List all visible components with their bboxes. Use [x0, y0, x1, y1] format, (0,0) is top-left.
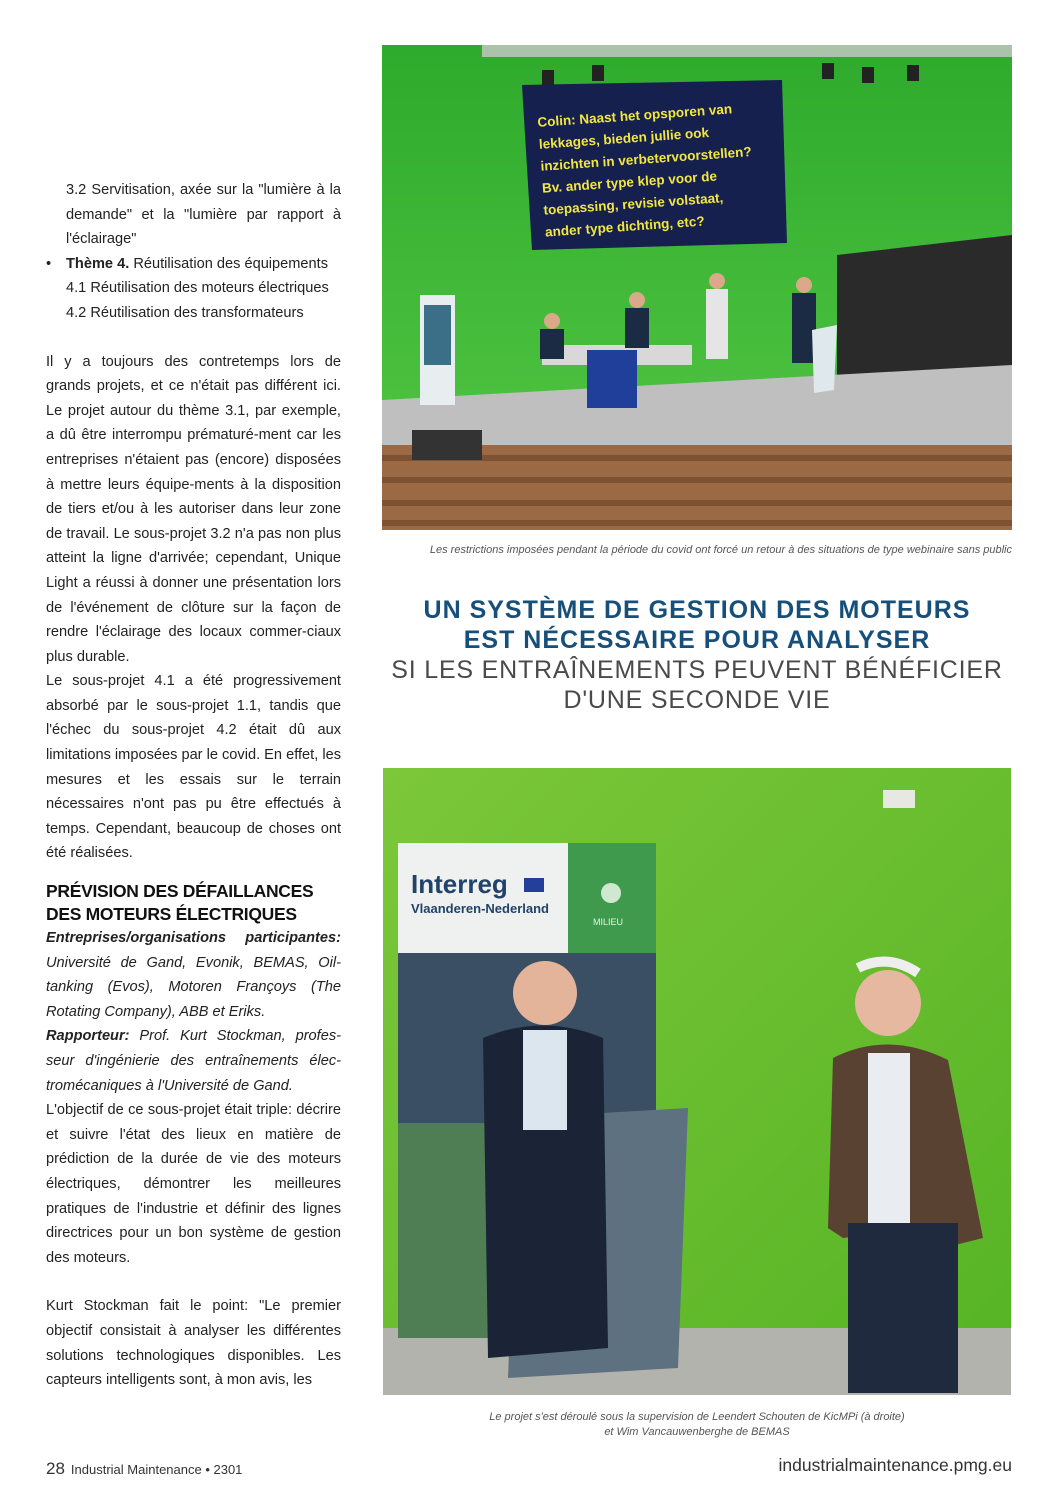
slide-line: ander type dichting, etc? — [544, 213, 706, 240]
rapporteur-label: Rapporteur: — [46, 1028, 130, 1045]
participants — [46, 926, 341, 1024]
pull-quote-line-4: D'UNE SECONDE VIE — [563, 686, 831, 714]
footer-left — [46, 1459, 242, 1479]
participants-text: Université de Gand, Evonik, BEMAS, Oil-tanking (Evos), Motoren Françoys (The Rotating Company), ABB et Eriks. — [46, 954, 341, 1020]
banner-title: Interreg — [411, 869, 508, 899]
speakers-photo — [383, 768, 1011, 1395]
banner-tag: MILIEU — [593, 917, 624, 927]
paragraph-subprojects: Le sous-projet 4.1 a été progressivement absorbé par le sous-projet 1.1, tandis que l'échec du sous-projet 4.2 était dû aux limitations imposées par le covid. En effet, les mesures et les essais sur le terrain nécessaires n'ont pas pu être effectués à temps. Cependant, beaucoup de choses ont été réalisées. — [46, 673, 341, 862]
photo-1-caption: Les restrictions imposées pendant la période du covid ont forcé un retour à des situations de type webinaire sans public — [429, 544, 1012, 556]
theme-4-text: Réutilisation des équipements — [129, 255, 329, 272]
theme-4-label: Thème 4. — [66, 255, 130, 272]
paragraph-objective: L'objectif de ce sous-projet était triple: décrire et suivre l'état des lieux en matière de prédiction de la durée de vie des moteurs électriques, démontrer les meilleures pratiques de l'industrie et définir des lignes directrices pour un bon système de gestion des moteurs. — [46, 1102, 341, 1266]
publication-name: Industrial Maintenance • 2301 — [70, 1462, 243, 1477]
banner-subtitle: Vlaanderen-Nederland — [411, 901, 549, 916]
photo-2-caption-line-2: et Wim Vancauwenberghe de BEMAS — [604, 1426, 790, 1438]
slide-line: Bv. ander type klep voor de — [541, 168, 718, 196]
slide-line: lekkages, bieden jullie ook — [538, 124, 710, 152]
list-item-3-2: 3.2 Servitisation, axée sur la "lumière à la demande" et la "lumière par rapport à l'éclairage" — [66, 182, 341, 248]
section-heading — [46, 880, 341, 926]
paragraph-setbacks: Il y a toujours des contretemps lors de grands projets, et ce n'était pas différent ici. Le projet autour du thème 3.1, par exemple, a dû être interrompu prématuré-ment car les entreprises n'étaient pas (encore) disposées à mettre leurs équipe-ments à la disposition de tiers et/ou à les autoriser dans leur zone de travail. Le sous-projet 3.2 n'a pas non plus atteint la ligne d'arrivée; cependant, Unique Light a réussi à donner une présentation lors de l'événement de clôture sur la façon de rendre l'éclairage des locaux commer-ciaux plus durable. — [46, 353, 341, 665]
slide-line: inzichten in verbetervoorstellen? — [539, 144, 753, 174]
photo-2-caption — [383, 1410, 1011, 1440]
speakers-illustration — [383, 768, 1011, 1395]
photo-2-caption-line-1: Le projet s'est déroulé sous la supervision de Leendert Schouten de KicMPi (à droite) — [489, 1411, 905, 1423]
pull-quote-line-1: UN SYSTÈME DE GESTION DES MOTEURS — [423, 596, 971, 624]
bullet-icon: • — [46, 255, 52, 272]
auditorium-photo — [382, 45, 1012, 530]
footer-url-link[interactable]: industrialmaintenance.pmg.eu — [778, 1455, 1012, 1475]
heading-line-1: PRÉVISION DES DÉFAILLANCES — [46, 881, 314, 902]
pull-quote — [382, 595, 1012, 715]
pull-quote-line-3: SI LES ENTRAÎNEMENTS PEUVENT BÉNÉFICIER — [391, 656, 1003, 684]
leaf-icon — [601, 883, 621, 903]
slide-line: toepassing, revisie volstaat, — [543, 190, 724, 218]
auditorium-illustration — [382, 45, 1012, 530]
heading-line-2: DES MOTEURS ÉLECTRIQUES — [46, 904, 297, 925]
pull-quote-line-2: EST NÉCESSAIRE POUR ANALYSER — [463, 626, 931, 654]
slide-line: Colin: Naast het opsporen van — [536, 101, 733, 130]
list-item-theme-4 — [46, 252, 341, 277]
rapporteur — [46, 1024, 341, 1098]
paragraph-quote: Kurt Stockman fait le point: "Le premier objectif consistait à analyser les différentes solutions technologiques disponibles. Les capteurs intelligents sont, à mon avis, les — [46, 1298, 341, 1389]
article-left-column — [46, 178, 341, 1393]
rapporteur-text: Prof. Kurt Stockman, profes-seur d'ingénierie des entraînements élec-tromécaniques à l'Université de Gand. — [46, 1028, 341, 1094]
eu-flag-icon — [524, 878, 544, 892]
list-item-4-1: 4.1 Réutilisation des moteurs électriques — [66, 280, 329, 297]
participants-label: Entreprises/organisations participantes: — [46, 930, 341, 947]
list-item-4-2: 4.2 Réutilisation des transformateurs — [66, 304, 304, 321]
page-number: 28 — [46, 1459, 65, 1478]
